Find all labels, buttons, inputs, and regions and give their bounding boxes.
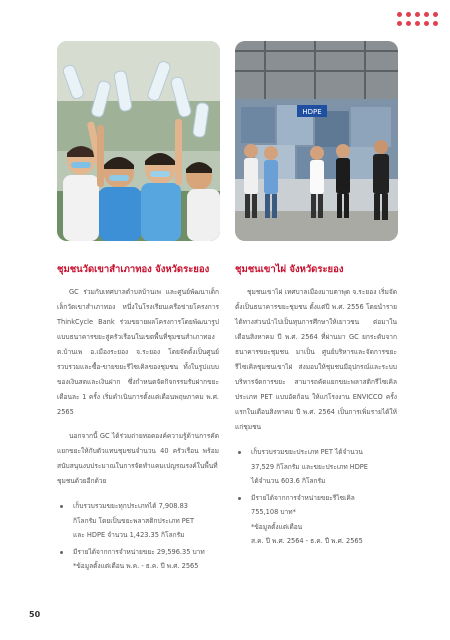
left-column (57, 262, 219, 576)
right-section-title: ชุมชนเขาไผ่ จังหวัดระยอง (235, 264, 344, 275)
left-section-title: ชุมชนวัดเขาสำเภาทอง จังหวัดระยอง (57, 264, 210, 275)
list-item: มีรายได้จากการจำหน่ายขยะรีไซเคิล 755,108 บาท* *ข้อมูลตั้งแต่เดือน ส.ค. ปี พ.ศ. 2564 - ธ.ค. ปี พ.ศ. 2565 (235, 491, 397, 549)
list-item: เก็บรวบรวมขยะทุกประเภทได้ 7,908.83 กิโลกรัม โดยเป็นขยะพลาสติกประเภท PET และ HDPE จำนวน 1,423.35 กิโลกรัม (57, 499, 219, 543)
left-paragraph-2: นอกจากนี้ GC ได้ร่วมถ่ายทอดองค์ความรู้ด้านการคัดแยกขยะให้กับตัวแทนชุมชนจำนวน 40 ครัวเรือน พร้อมสนับสนุนงบประมาณในการจัดทำแคมเปญรณรงค์ในพื้นที่ชุมชนด้วยอีกด้วย (57, 432, 219, 485)
hdpe-sign: HDPE (302, 108, 322, 116)
list-item: เก็บรวบรวมขยะประเภท PET ได้จำนวน 37,529 กิโลกรัม และขยะประเภท HDPE ได้จำนวน 603.6 กิโลกรัม (235, 445, 397, 489)
list-item: มีรายได้จากการจำหน่ายขยะ 29,596.35 บาท *ข้อมูลตั้งแต่เดือน พ.ค. - ธ.ค. ปี พ.ศ. 2565 (57, 545, 219, 574)
children-bottles-photo (57, 41, 220, 241)
recycling-center-photo (235, 41, 398, 241)
left-paragraph-1: GC ร่วมกับเทศบาลตำบลบ้านเพ และศูนย์พัฒนาเด็กเล็กวัดเขาสำเภาทอง หนึ่งในโรงเรียนเครือข่ายโครงการ ThinkCycle Bank ร่วมขยายผลโครงการโดยพัฒนารูปแบบธนาคารขยะสู่ครัวเรือนในเขตพื้นที่ชุมชนสำเภาทอง ต.บ้านเพ อ.เมืองระยอง จ.ระยอง โดยจัดตั้งเป็นศูนย์รวบรวมและซื้อ-ขายขยะรีไซเคิลของชุมชน ทั้งในรูปแบบของเงินสดและเงินฝาก ซึ่งกำหนดจัดกิจกรรมรับฝากขยะเดือนละ 1 ครั้ง เริ่มดำเนินการตั้งแต่เดือนพฤษภาคม พ.ศ. 2565 (57, 288, 219, 416)
right-bullet-list (235, 445, 397, 549)
right-paragraph-1: ชุมชนเขาไผ่ เทศบาลเมืองมาบตาพุด จ.ระยอง เริ่มจัดตั้งเป็นธนาคารขยะชุมชน ตั้งแต่ปี พ.ศ. 2556 โดยนำรายได้ทางส่วนนำไปเป็นทุนการศึกษาให้เยาวชน ต่อมาในเดือนสิงหาคม ปี พ.ศ. 2564 ที่ผ่านมา GC ยกระดับจากธนาคารขยะชุมชน มาเป็น ศูนย์บริหารและจัดการขยะรีไซเคิลชุมชนเขาไผ่ ส่งมอบให้ชุมชนมีอุปกรณ์และระบบบริหารจัดการขยะ สามารถคัดแยกขยะพลาสติกรีไซเคิลประเภท PET แบบอัดก้อน ให้แก่โรงงาน ENVICCO ครั้งแรกในเดือนสิงหาคม ปี พ.ศ. 2564 เป็นการเพิ่มรายได้ให้แก่ชุมชน (235, 288, 397, 431)
left-bullet-list (57, 499, 219, 574)
right-column (235, 262, 397, 551)
page-number: 50 (29, 610, 41, 619)
